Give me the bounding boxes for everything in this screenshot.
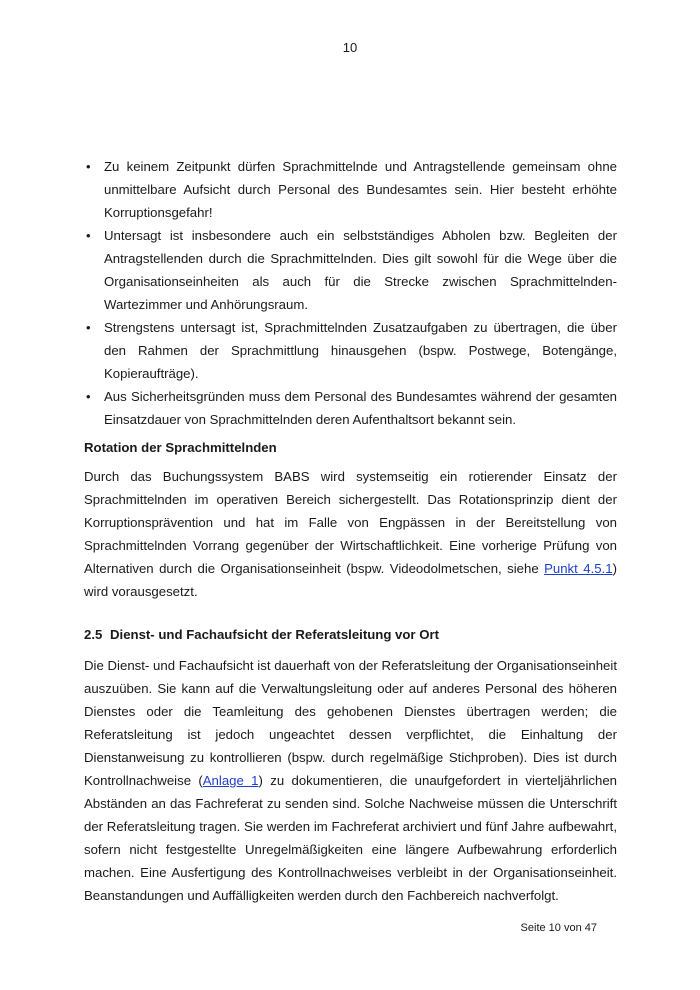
page-content [84, 155, 617, 907]
section-text-end: ) zu dokumentieren, die unaufgefordert in vierteljährlichen Abständen an das Fachreferat zu senden sind. Solche Nachweise müssen die Unterschrift der Referatsleitung tragen. Sie werden im Fachreferat archiviert und fünf Jahre aufbewahrt, sofern nicht festgestellte Unregelmäßigkeiten eine längere Aufbewahrung erforderlich machen. Eine Ausfertigung des Kontrollnachweises verbleibt in der Organisationseinheit. Beanstandungen und Auffälligkeiten werden durch den Fachbereich nachverfolgt. [84, 773, 617, 903]
bullet-text: Strengstens untersagt ist, Sprachmittelnden Zusatzaufgaben zu übertragen, die über den Rahmen der Sprachmittlung hinausgehen (bspw. Postwege, Botengänge, Kopieraufträge). [104, 320, 617, 381]
page-footer: Seite 10 von 47 [520, 922, 597, 934]
bullet-item [84, 316, 617, 385]
bullet-text: Untersagt ist insbesondere auch ein selbstständiges Abholen bzw. Begleiten der Antragstellenden durch die Sprachmittelnden. Dies gilt sowohl für die Wege über die Organisationseinheiten als auch für die Strecke zwischen Sprachmittelnden-Wartezimmer und Anhörungsraum. [104, 228, 617, 312]
rotation-paragraph [84, 465, 617, 603]
rotation-text-end: ) wird vorausgesetzt. [84, 561, 617, 599]
bullet-text: Aus Sicherheitsgründen muss dem Personal des Bundesamtes während der gesamten Einsatzdauer von Sprachmittelnden deren Aufenthaltsort bekannt sein. [104, 389, 617, 427]
rotation-heading: Rotation der Sprachmittelnden [84, 440, 277, 455]
bullet-icon: • [86, 389, 91, 404]
bullet-list [84, 155, 617, 431]
section-text-start: Die Dienst- und Fachaufsicht ist dauerhaft von der Referatsleitung der Organisationseinheit auszuüben. Sie kann auf die Verwaltungsleitung oder auf anderes Personal des höheren Dienstes oder die Teamleitung des gehobenen Dienstes übertragen werden; die Referatsleitung ist jedoch ungeachtet dessen verpflichtet, die Einhaltung der Dienstanweisung zu kontrollieren (bspw. durch regelmäßige Stichproben). Dies ist durch Kontrollnachweise ( [84, 658, 617, 788]
bullet-icon: • [86, 228, 91, 243]
rotation-text-start: Durch das Buchungssystem BABS wird systemseitig ein rotierender Einsatz der Sprachmittelnden im operativen Bereich sichergestellt. Das Rotationsprinzip dient der Korruptionsprävention und hat im Falle von Engpässen in der Bereitstellung von Sprachmittelnden Vorrang gegenüber der Wirtschaftlichkeit. Eine vorherige Prüfung von Alternativen durch die Organisationseinheit (bspw. Videodolmetschen, siehe [84, 469, 617, 576]
page-number-top: 10 [342, 40, 358, 55]
bullet-item [84, 224, 617, 316]
bullet-icon: • [86, 159, 91, 174]
section-paragraph [84, 654, 617, 907]
bullet-icon: • [86, 320, 91, 335]
bullet-item [84, 385, 617, 431]
bullet-text: Zu keinem Zeitpunkt dürfen Sprachmittelnde und Antragstellende gemeinsam ohne unmittelbare Aufsicht durch Personal des Bundesamtes sein. Hier besteht erhöhte Korruptionsgefahr! [104, 159, 617, 220]
bullet-item [84, 155, 617, 224]
section-title: Dienst- und Fachaufsicht der Referatsleitung vor Ort [110, 627, 440, 642]
link-anlage-1[interactable]: Anlage 1 [202, 773, 259, 788]
link-punkt-4-5-1[interactable]: Punkt 4.5.1 [544, 561, 613, 576]
section-heading [84, 623, 617, 646]
section-number: 2.5 [84, 627, 103, 642]
